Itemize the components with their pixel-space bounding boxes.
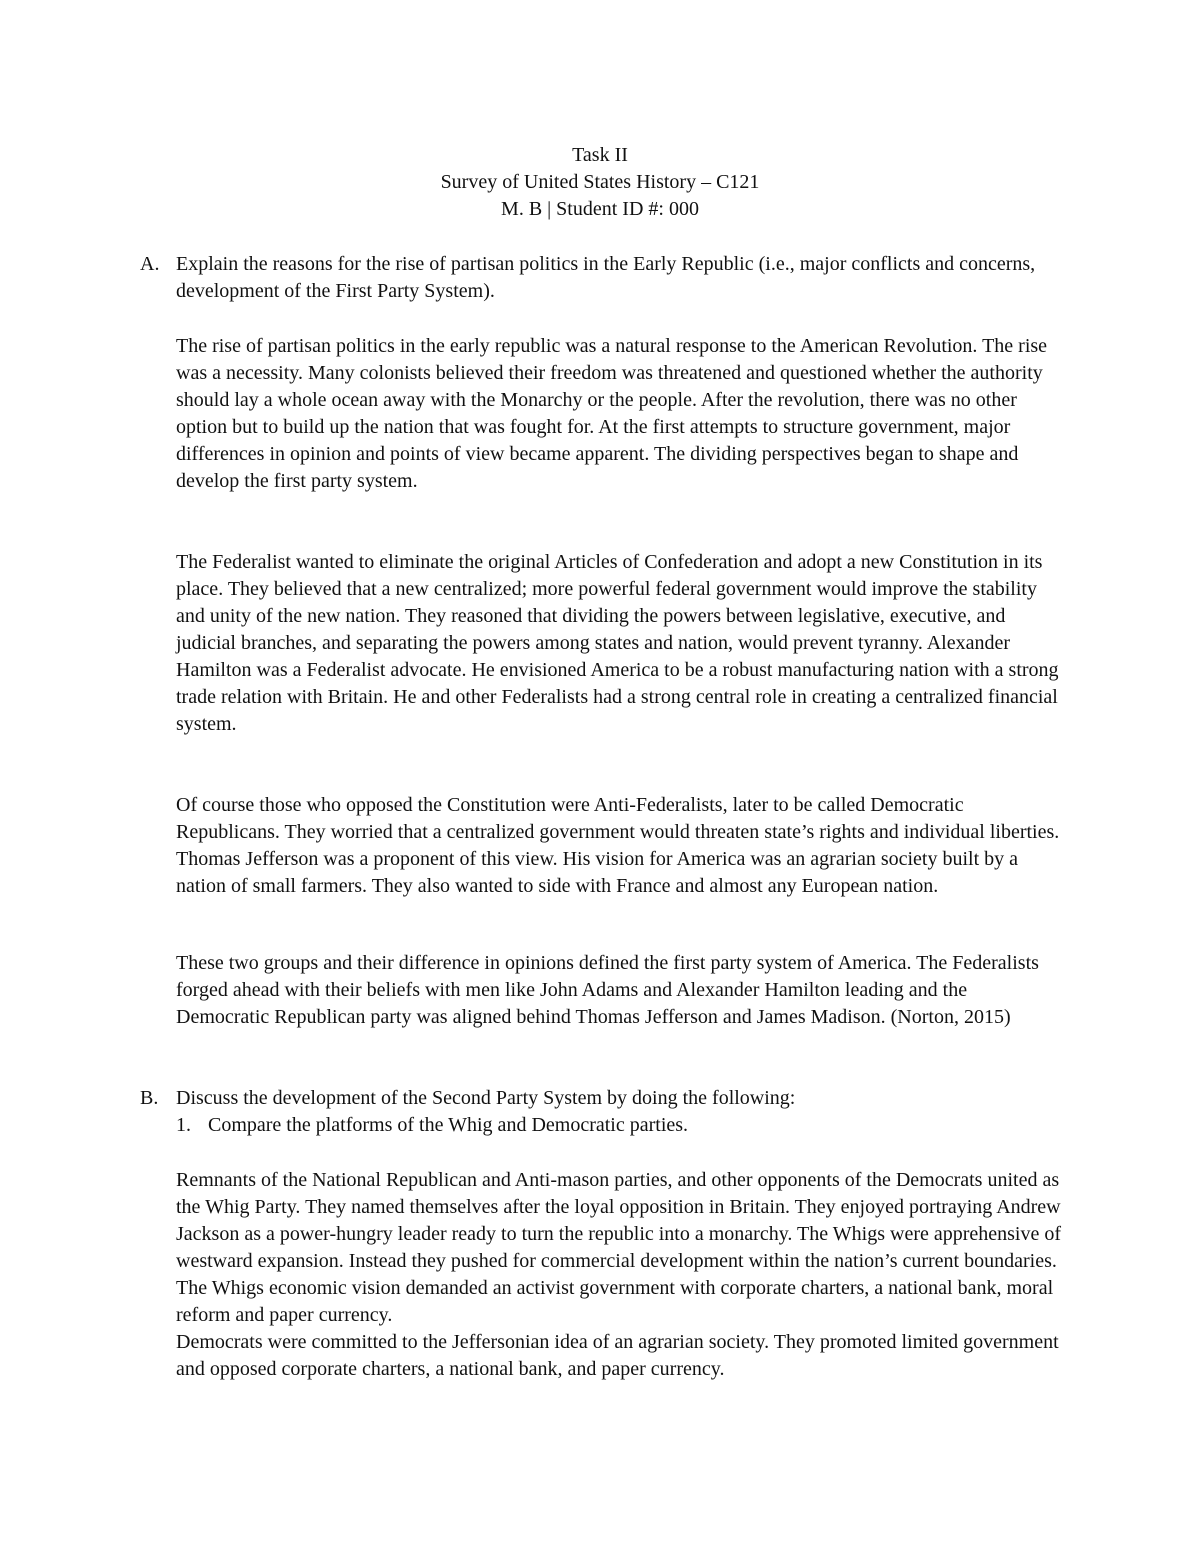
section-a-paragraph-4: [140, 950, 1065, 1031]
document-header: [0, 142, 1200, 223]
section-a-prompt: Explain the reasons for the rise of partisan politics in the Early Republic (i.e., major conflicts and concerns, development of the First Party System).: [176, 253, 1036, 302]
document-title: Task II: [572, 144, 628, 166]
course-name: Survey of United States History – C121: [440, 171, 760, 193]
paragraph: The rise of partisan politics in the early republic was a natural response to the American Revolution. The rise was a necessity. Many colonists believed their freedom was threatened and questioned whether the authority should lay a whole ocean away with the Monarchy or the people. After the revolution, there was no other option but to build up the nation that was fought for. At the first attempts to structure government, major differences in opinion and points of view became apparent. The dividing perspectives began to shape and develop the first party system.: [176, 335, 1048, 492]
paragraph: Remnants of the National Republican and Anti-mason parties, and other opponents of the Democrats united as the Whig Party. They named themselves after the loyal opposition in Britain. They enjoyed portraying Andrew Jackson as a power-hungry leader ready to turn the republic into a monarchy. The Whigs were apprehensive of westward expansion. Instead they pushed for commercial development within the nation’s current boundaries. The Whigs economic vision demanded an activist government with corporate charters, a national bank, moral reform and paper currency.: [176, 1169, 1062, 1326]
section-b-prompt-row: [140, 1085, 1065, 1112]
section-b-prompt: Discuss the development of the Second Party System by doing the following:: [176, 1087, 796, 1109]
subitem-prompt: Compare the platforms of the Whig and Democratic parties.: [208, 1114, 689, 1136]
section-a-paragraph-2: [140, 549, 1065, 738]
paragraph: Of course those who opposed the Constitution were Anti-Federalists, later to be called Democratic Republicans. They worried that a centralized government would threaten state’s rights and individual liberties. Thomas Jefferson was a proponent of this view. His vision for America was an agrarian society built by a nation of small farmers. They also wanted to side with France and almost any European nation.: [176, 794, 1060, 897]
section-b: [140, 1085, 1065, 1139]
section-a: [140, 251, 1065, 305]
section-b-subitem-1: [176, 1112, 1065, 1139]
student-info: M. B | Student ID #: 000: [501, 198, 699, 220]
section-a-paragraph-3: [140, 792, 1065, 900]
section-a-marker: A.: [140, 253, 160, 275]
section-a-paragraph-1: [140, 333, 1065, 495]
section-b-marker: B.: [140, 1087, 159, 1109]
paragraph: These two groups and their difference in opinions defined the first party system of America. The Federalists forged ahead with their beliefs with men like John Adams and Alexander Hamilton leading and the Democratic Republican party was aligned behind Thomas Jefferson and James Madison. (Norton, 2015): [176, 952, 1039, 1028]
paragraph: The Federalist wanted to eliminate the original Articles of Confederation and adopt a new Constitution in its place. They believed that a new centralized; more powerful federal government would improve the stability and unity of the new nation. They reasoned that dividing the powers between legislative, executive, and judicial branches, and separating the powers among states and nation, would prevent tyranny. Alexander Hamilton was a Federalist advocate. He envisioned America to be a robust manufacturing nation with a strong trade relation with Britain. He and other Federalists had a strong central role in creating a centralized financial system.: [176, 551, 1059, 735]
subitem-marker: 1.: [176, 1114, 191, 1136]
section-a-prompt-row: [140, 251, 1065, 305]
paragraph: Democrats were committed to the Jeffersonian idea of an agrarian society. They promoted limited government and opposed corporate charters, a national bank, and paper currency.: [176, 1331, 1059, 1380]
section-b-paragraph-1: [140, 1167, 1065, 1383]
